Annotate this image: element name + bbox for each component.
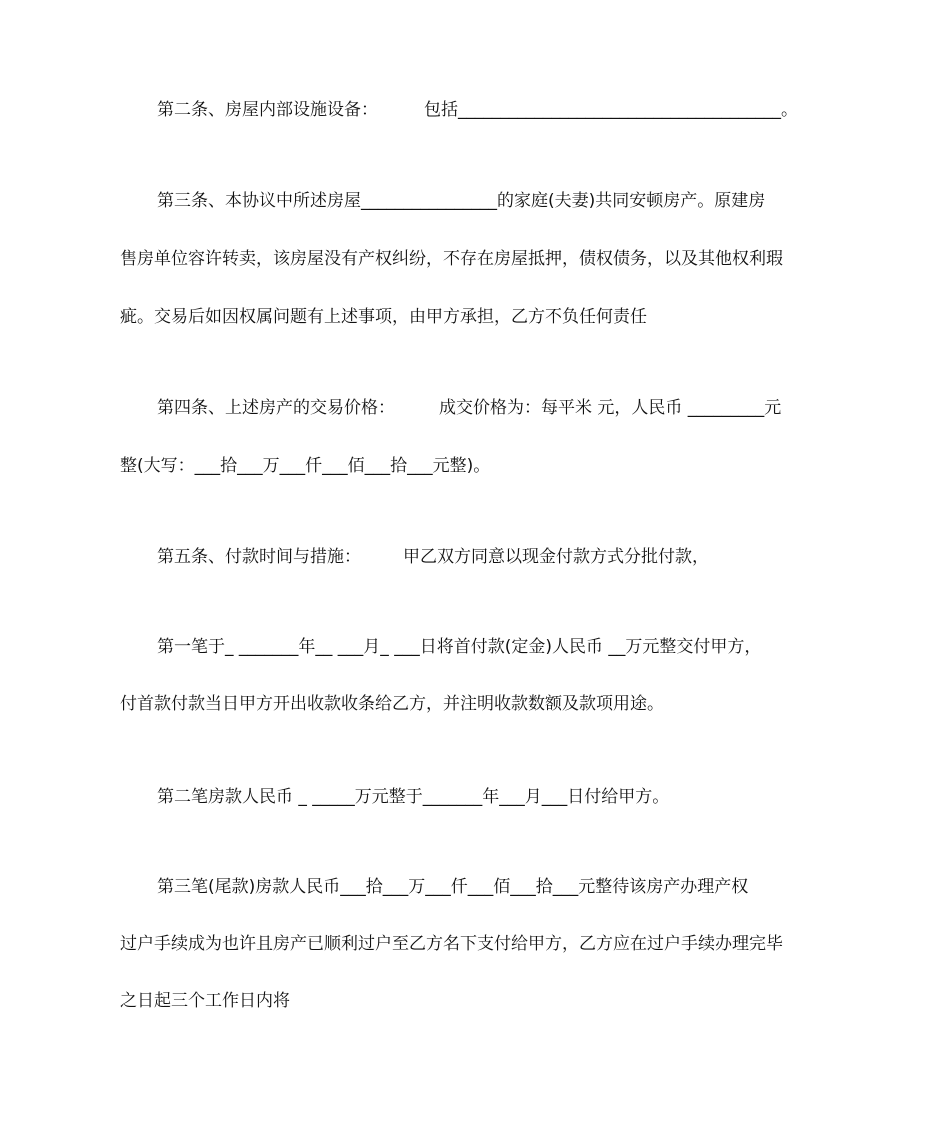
article-2-label: 第二条、房屋内部设施设备： <box>157 100 378 120</box>
article-4-content: 成交价格为：每平米 元，人民币 _________元 <box>439 398 782 418</box>
payment-1-line-1: 第一笔于_ _______年__ ___月_ ___日将首付款(定金)人民币 __万元整交付甲方， <box>157 637 762 657</box>
article-3-line-3: 疵。交易后如因权属问题有上述事项，由甲方承担，乙方不负任何责任 <box>120 307 647 327</box>
payment-3-line-1: 第三笔(尾款)房款人民币___拾___万___仟___佰___拾___元整待该房产办理产权 <box>157 877 749 897</box>
article-5-label: 第五条、付款时间与措施： <box>157 547 361 567</box>
article-4-label: 第四条、上述房产的交易价格： <box>157 398 395 418</box>
article-5-line <box>157 545 832 569</box>
article-5-content: 甲乙双方同意以现金付款方式分批付款， <box>403 547 709 567</box>
article-4-line-1 <box>157 396 832 420</box>
article-4-line-2: 整(大写：___拾___万___仟___佰___拾___元整)。 <box>120 456 491 476</box>
article-2-content: 包括______________________________________。 <box>424 100 798 120</box>
payment-3-line-2: 过户手续成为也许且房产已顺利过户至乙方名下支付给甲方，乙方应在过户手续办理完毕 <box>120 934 783 954</box>
article-3-line-1: 第三条、本协议中所述房屋________________的家庭(夫妻)共同安顿房产。原建房 <box>157 191 766 211</box>
article-3-line-2: 售房单位容许转卖，该房屋没有产权纠纷，不存在房屋抵押，债权债务，以及其他权利瑕 <box>120 249 783 269</box>
payment-2-line-1: 第二笔房款人民币 _ _____万元整于_______年___月___日付给甲方。 <box>157 787 670 807</box>
payment-1-line-2: 付首款付款当日甲方开出收款收条给乙方，并注明收款数额及款项用途。 <box>120 694 664 714</box>
article-2-line <box>157 98 832 122</box>
payment-3-line-3: 之日起三个工作日内将 <box>120 991 290 1011</box>
